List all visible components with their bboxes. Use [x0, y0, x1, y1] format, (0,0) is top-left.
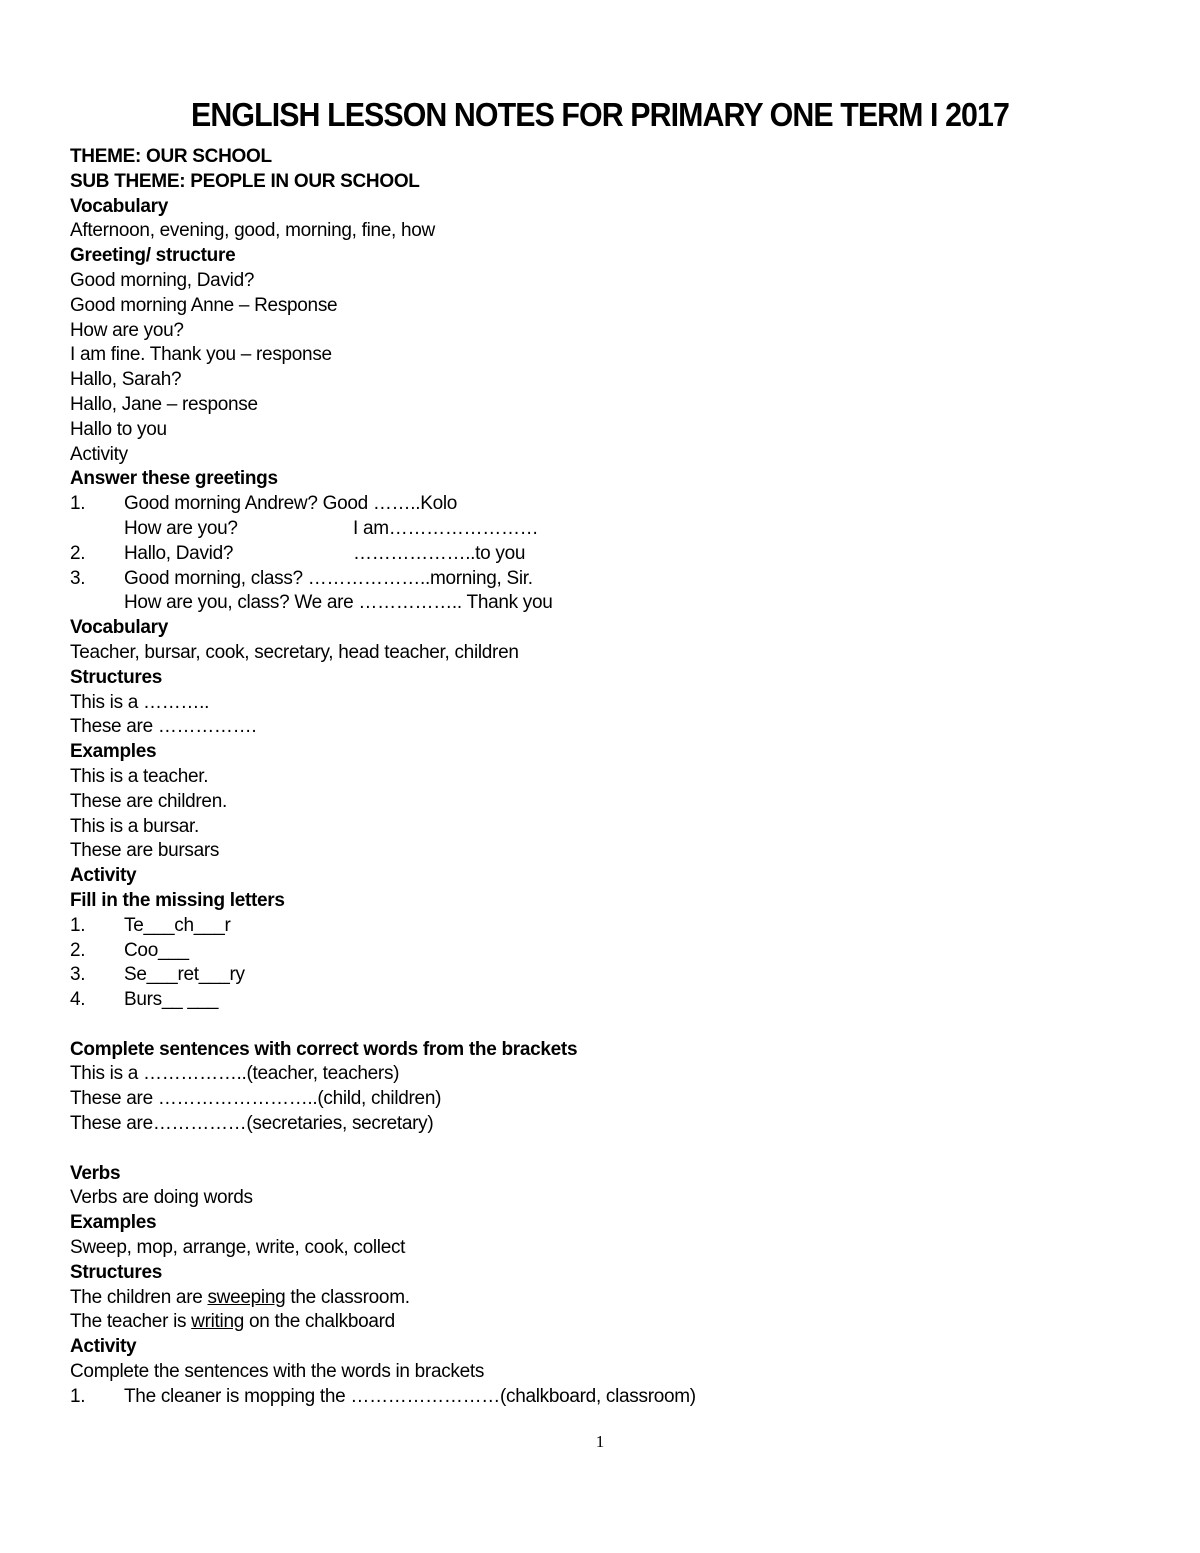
complete-heading: Complete sentences with correct words from the brackets [70, 1038, 578, 1060]
structure-line: These are ……………. [70, 716, 257, 738]
spacer [70, 1137, 1130, 1162]
structure-line: This is a ……….. [70, 691, 210, 713]
item-text: Good morning Andrew? Good ……..Kolo [124, 493, 458, 515]
greeting-line: Activity [70, 443, 128, 465]
examples-heading: Examples [70, 1212, 157, 1234]
example-line: This is a teacher. [70, 765, 209, 787]
answer-item [70, 517, 1130, 542]
vocabulary-heading: Vocabulary [70, 617, 169, 639]
greeting-line: Hallo to you [70, 418, 167, 440]
examples-text: Sweep, mop, arrange, write, cook, collect [70, 1237, 406, 1259]
fill-item [70, 963, 1130, 988]
item-number: 2. [70, 939, 86, 961]
structures-heading: Structures [70, 1261, 163, 1283]
item-number: 3. [70, 567, 86, 589]
example-line: This is a bursar. [70, 815, 200, 837]
structures-heading: Structures [70, 666, 163, 688]
fill-heading: Fill in the missing letters [70, 889, 285, 911]
structure-sentence [70, 1310, 1130, 1335]
underlined-verb: sweeping [207, 1286, 286, 1308]
answer-item [70, 591, 1130, 616]
answer-item [70, 492, 1130, 517]
complete-item: These are……………(secretaries, secretary) [70, 1113, 434, 1135]
greeting-line: Good morning Anne – Response [70, 294, 338, 316]
item-text: Burs__ ___ [124, 989, 219, 1011]
spacer [70, 1013, 1130, 1038]
fill-item [70, 988, 1130, 1013]
activity-item [70, 1385, 1130, 1410]
item-number: 2. [70, 542, 86, 564]
structure-sentence [70, 1286, 1130, 1311]
complete-item: These are ……………………..(child, children) [70, 1088, 442, 1110]
example-line: These are children. [70, 790, 227, 812]
item-number: 1. [70, 914, 86, 936]
vocabulary-heading: Vocabulary [70, 195, 169, 217]
underlined-verb: writing [191, 1311, 244, 1333]
theme: THEME: OUR SCHOOL [70, 146, 272, 167]
answer-heading: Answer these greetings [70, 468, 278, 490]
sub-theme: SUB THEME: PEOPLE IN OUR SCHOOL [70, 170, 420, 192]
item-number: 1. [70, 1385, 86, 1407]
greeting-line: Hallo, Jane – response [70, 393, 258, 415]
item-number: 3. [70, 964, 86, 986]
sentence-end: on the chalkboard [243, 1311, 395, 1333]
fill-item [70, 914, 1130, 939]
item-text: How are you? [124, 517, 238, 539]
greeting-line: I am fine. Thank you – response [70, 344, 332, 366]
verbs-definition: Verbs are doing words [70, 1187, 253, 1209]
page-number: 1 [595, 1432, 605, 1451]
item-text: Se___ret___ry [124, 964, 245, 986]
activity-heading: Activity [70, 865, 137, 887]
sentence-start: The children are [70, 1286, 208, 1308]
item-number: 1. [70, 493, 86, 515]
item-text: How are you, class? We are …………….. Thank you [124, 592, 553, 614]
document-title: ENGLISH LESSON NOTES FOR PRIMARY ONE TERM I 2017 [191, 96, 1009, 133]
vocabulary-words: Afternoon, evening, good, morning, fine, how [70, 220, 435, 242]
activity-heading: Activity [70, 1336, 137, 1358]
vocabulary-words: Teacher, bursar, cook, secretary, head teacher, children [70, 641, 519, 663]
examples-heading: Examples [70, 741, 157, 763]
activity-instruction: Complete the sentences with the words in brackets [70, 1361, 485, 1383]
sentence-start: The teacher is [70, 1311, 192, 1333]
item-text: Coo___ [124, 939, 189, 961]
complete-item: This is a ……………..(teacher, teachers) [70, 1063, 400, 1085]
item-answer: I am…………………… [353, 517, 539, 539]
sentence-end: the classroom. [285, 1286, 410, 1308]
item-text: Hallo, David? [124, 542, 234, 564]
greeting-heading: Greeting/ structure [70, 245, 236, 267]
answer-item [70, 542, 1130, 567]
answer-item [70, 567, 1130, 592]
document-body [70, 145, 1130, 1410]
example-line: These are bursars [70, 840, 220, 862]
item-answer: ………………..to you [353, 542, 526, 564]
verbs-heading: Verbs [70, 1162, 121, 1184]
greeting-line: How are you? [70, 319, 184, 341]
fill-item [70, 939, 1130, 964]
item-number: 4. [70, 989, 86, 1011]
item-text: The cleaner is mopping the ……………………(chalkboard, classroom) [124, 1385, 696, 1407]
item-text: Good morning, class? ………………..morning, Sir. [124, 567, 533, 589]
greeting-line: Hallo, Sarah? [70, 369, 182, 391]
item-text: Te___ch___r [124, 914, 231, 936]
greeting-line: Good morning, David? [70, 269, 255, 291]
